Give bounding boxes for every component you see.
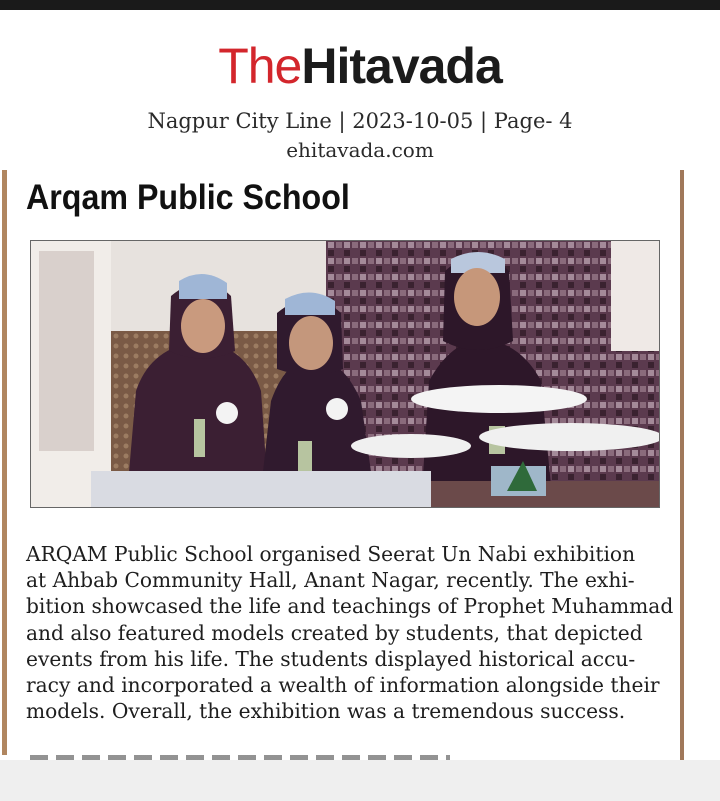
column-rule-left xyxy=(2,170,7,755)
bottom-margin xyxy=(0,760,720,801)
body-line: racy and incorporated a wealth of information alongside their xyxy=(26,673,660,698)
body-line: bition showcased the life and teachings of Prophet Muhammad xyxy=(26,594,674,619)
column-rule-right xyxy=(680,170,684,760)
body-line: models. Overall, the exhibition was a tremendous success. xyxy=(26,699,626,724)
newspaper-masthead xyxy=(0,38,720,94)
top-bar xyxy=(0,0,720,10)
photo-of-students-icon xyxy=(31,241,659,507)
body-line: at Ahbab Community Hall, Anant Nagar, recently. The exhi- xyxy=(26,568,635,593)
body-line: events from his life. The students displayed historical accu- xyxy=(26,646,636,671)
article-photo xyxy=(30,240,660,508)
article-body xyxy=(26,541,674,724)
body-line: ARQAM Public School organised Seerat Un Nabi exhibition xyxy=(26,542,636,566)
body-line: and also featured models created by students, that depicted xyxy=(26,620,643,645)
masthead-hitavada: Hitavada xyxy=(301,38,502,94)
masthead-the: The xyxy=(218,38,302,94)
edition-line: Nagpur City Line | 2023-10-05 | Page- 4 xyxy=(147,109,573,133)
edition-site: ehitavada.com xyxy=(286,138,434,162)
article-headline: Arqam Public School xyxy=(26,178,350,217)
